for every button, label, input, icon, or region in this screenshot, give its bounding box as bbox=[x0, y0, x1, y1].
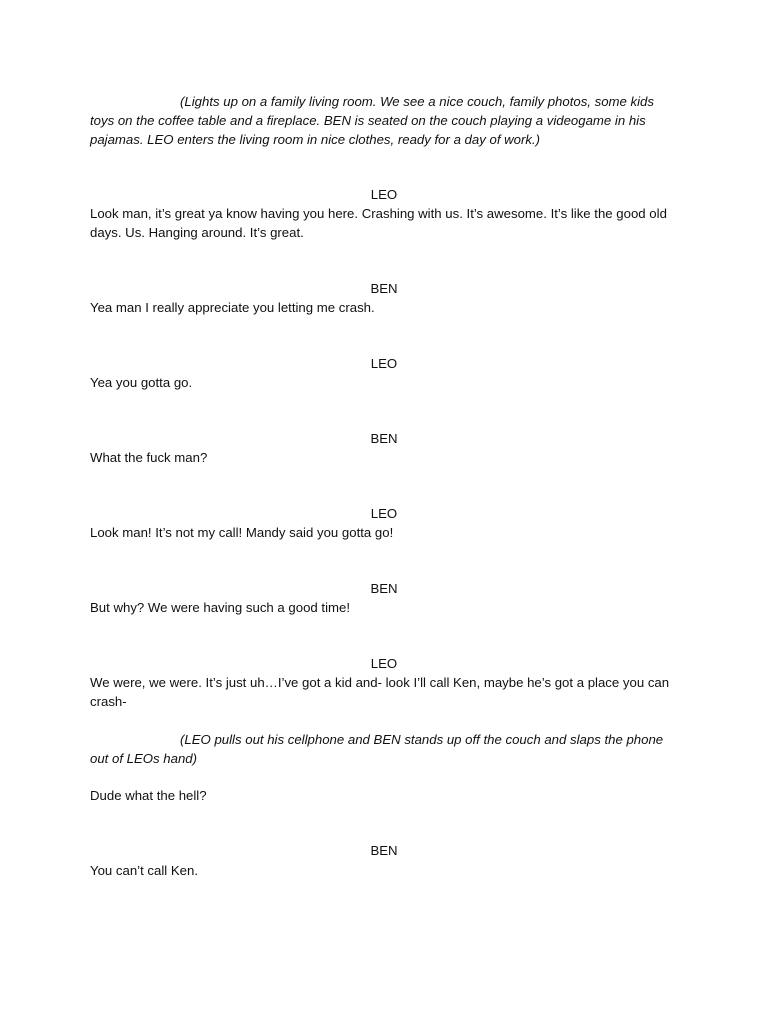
character-name-ben: BEN bbox=[370, 843, 398, 858]
stage-direction-opening: (Lights up on a family living room. We see a nice couch, family photos, some kids toys on the coffee table and a fireplace. BEN is seated on the couch playing a videogame in his pajamas. LEO enters the living room in nice clothes, ready for a day of work.) bbox=[90, 94, 658, 147]
dialogue-line: What the fuck man? bbox=[90, 450, 208, 465]
character-name-leo: LEO bbox=[370, 187, 398, 202]
character-name-ben: BEN bbox=[370, 431, 398, 446]
character-name-leo: LEO bbox=[370, 356, 398, 371]
dialogue-line: You can’t call Ken. bbox=[90, 863, 199, 878]
dialogue-line: But why? We were having such a good time! bbox=[90, 600, 350, 615]
stage-direction: (LEO pulls out his cellphone and BEN stands up off the couch and slaps the phone out of LEOs hand) bbox=[90, 732, 667, 766]
character-name-leo: LEO bbox=[370, 506, 398, 521]
dialogue-line: We were, we were. It’s just uh…I’ve got a kid and- look I’ll call Ken, maybe he’s got a place you can crash- bbox=[90, 675, 673, 709]
dialogue-line: Yea man I really appreciate you letting me crash. bbox=[90, 300, 375, 315]
character-name-ben: BEN bbox=[370, 281, 398, 296]
dialogue-line: Look man, it’s great ya know having you here. Crashing with us. It’s awesome. It’s like the good old days. Us. Hanging around. It’s great. bbox=[90, 206, 671, 240]
dialogue-line: Look man! It’s not my call! Mandy said you gotta go! bbox=[90, 525, 394, 540]
dialogue-line: Dude what the hell? bbox=[90, 788, 207, 803]
dialogue-line: Yea you gotta go. bbox=[90, 375, 193, 390]
character-name-leo: LEO bbox=[370, 656, 398, 671]
character-name-ben: BEN bbox=[370, 581, 398, 596]
